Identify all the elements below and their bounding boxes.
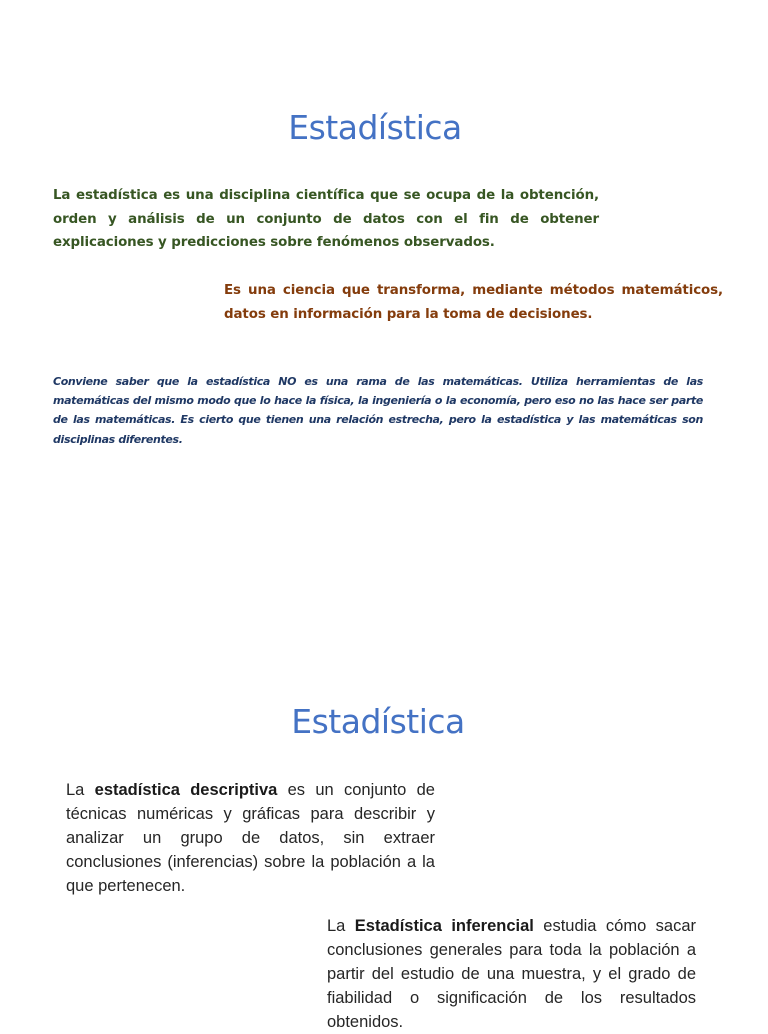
note-paragraph: Conviene saber que la estadística NO es una rama de las matemáticas. Utiliza herramientas de las matemáticas del mismo modo que lo hace la física, la ingeniería o la economía, pero eso no las hace ser parte de las matemáticas. Es cierto que tienen una relación estrecha, pero la estadística y las matemáticas son disciplinas diferentes. bbox=[53, 375, 703, 446]
slide-2-title: Estadística bbox=[291, 702, 465, 741]
slide-1 bbox=[0, 0, 768, 512]
slide-1-title: Estadística bbox=[288, 108, 462, 147]
descriptive-term: estadística descriptiva bbox=[94, 781, 278, 799]
inferential-term: Estadística inferencial bbox=[354, 917, 534, 935]
slide-2 bbox=[0, 512, 768, 1031]
descriptive-lead: La bbox=[66, 781, 95, 799]
inferential-lead: La bbox=[327, 917, 355, 935]
science-paragraph: Es una ciencia que transforma, mediante métodos matemáticos, datos en información para la toma de decisiones. bbox=[224, 283, 723, 322]
definition-paragraph: La estadística es una disciplina científica que se ocupa de la obtención, orden y análisis de un conjunto de datos con el fin de obtener explicaciones y predicciones sobre fenómenos observados. bbox=[53, 188, 599, 250]
inferential-statistics-paragraph bbox=[327, 914, 696, 1034]
inferential-rest: estudia cómo sacar conclusiones generales para toda la población a partir del estudio de una muestra, y el grado de fiabilidad o significación de los resultados obtenidos. bbox=[327, 917, 697, 1031]
descriptive-rest: es un conjunto de técnicas numéricas y gráficas para describir y analizar un grupo de datos, sin extraer conclusiones (inferencias) sobre la población a la que pertenecen. bbox=[66, 781, 435, 895]
descriptive-statistics-paragraph bbox=[66, 778, 435, 898]
